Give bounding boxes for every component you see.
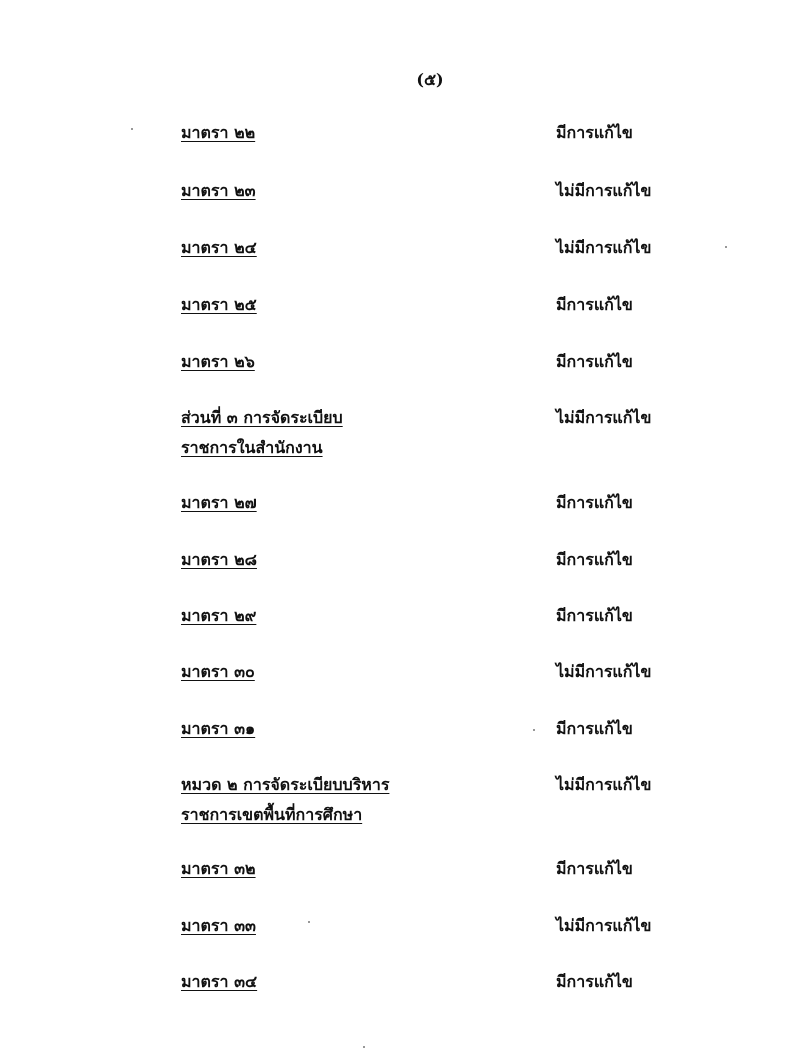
section-label-line: มาตรา ๒๙ [181,606,257,625]
section-label [181,545,257,575]
amendment-status: มีการแก้ไข [556,550,633,569]
section-label [181,488,257,518]
section-label-line: มาตรา ๒๓ [181,181,256,200]
section-label-line: มาตรา ๓๒ [181,859,256,878]
section-label-line: มาตรา ๓๐ [181,662,255,681]
section-label [181,770,389,830]
amendment-status: มีการแก้ไข [556,123,633,142]
section-label-line: มาตรา ๓๑ [181,719,256,738]
scan-speck [308,921,310,923]
section-label [181,347,255,377]
scan-speck [363,1046,365,1048]
section-label [181,176,256,206]
amendment-status: มีการแก้ไข [556,859,633,878]
amendment-status: ไม่มีการแก้ไข [556,408,652,427]
section-label-line: มาตรา ๒๗ [181,493,257,512]
scan-speck [533,729,535,731]
amendment-status: มีการแก้ไข [556,606,633,625]
amendment-status: มีการแก้ไข [556,493,633,512]
section-label-line: ส่วนที่ ๓ การจัดระเบียบ [181,408,343,427]
amendment-status: ไม่มีการแก้ไข [556,916,652,935]
section-label [181,403,343,463]
section-label [181,601,256,631]
section-label-line: ราชการเขตพื้นที่การศึกษา [181,805,363,824]
amendment-status: มีการแก้ไข [556,972,633,991]
amendment-status: มีการแก้ไข [556,719,633,738]
section-label [181,714,255,744]
section-label-line: มาตรา ๒๒ [181,123,256,142]
section-label-line: มาตรา ๓๓ [181,916,256,935]
section-label [181,118,255,148]
scan-speck [131,128,133,130]
amendment-status: ไม่มีการแก้ไข [556,181,652,200]
scan-speck [725,246,727,248]
section-label [181,854,256,884]
section-label [181,911,256,941]
section-label-line: หมวด ๒ การจัดระเบียบบริหาร [181,775,390,794]
section-label-line: มาตรา ๒๕ [181,295,257,314]
page-number: (๕) [416,70,444,89]
section-label [181,657,255,687]
section-label-line: ราชการในสำนักงาน [181,438,323,457]
amendment-status: ไม่มีการแก้ไข [556,662,652,681]
section-label-line: มาตรา ๓๔ [181,972,258,991]
amendment-status: ไม่มีการแก้ไข [556,238,652,257]
section-label [181,290,257,320]
section-label-line: มาตรา ๒๖ [181,352,255,371]
amendment-status: มีการแก้ไข [556,295,633,314]
amendment-status: มีการแก้ไข [556,352,633,371]
section-label-line: มาตรา ๒๔ [181,238,257,257]
section-label [181,967,257,997]
section-label-line: มาตรา ๒๘ [181,550,257,569]
amendment-status: ไม่มีการแก้ไข [556,775,652,794]
section-label [181,233,257,263]
